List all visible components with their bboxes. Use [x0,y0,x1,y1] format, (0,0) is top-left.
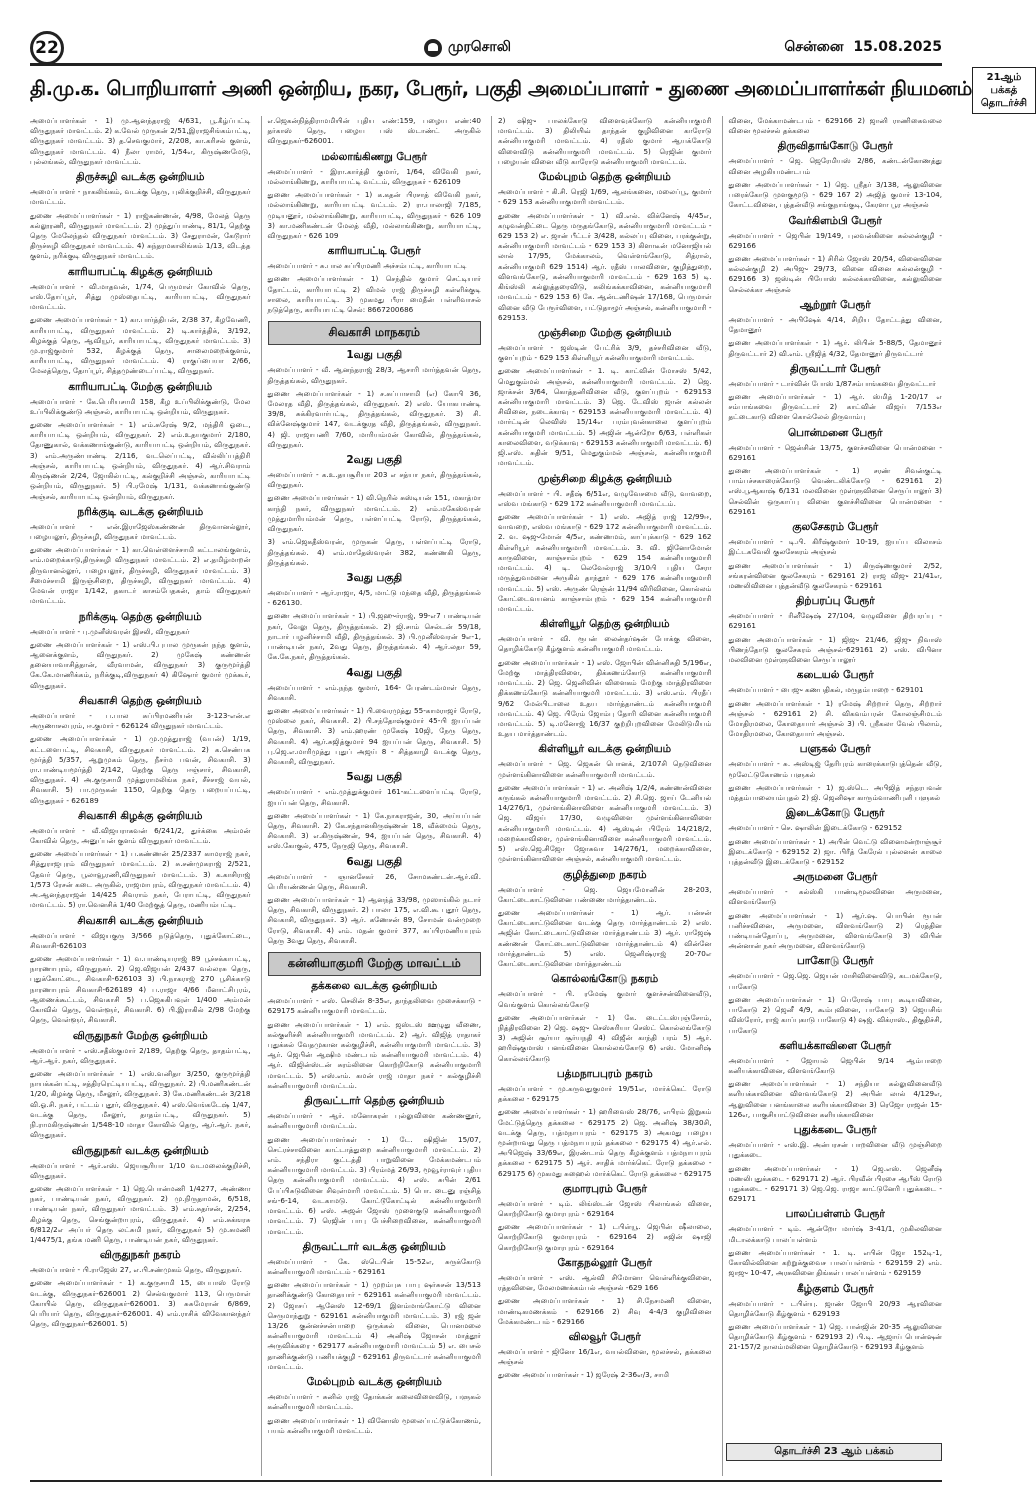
area-heading: 3வது பகுதி [346,572,403,584]
appointment-paragraph: அமைப்பாளர் - ஆர்.ராஜா, 4/5, மாட்டு மந்தை வீதி, திருத்தங்கல் - 626130. [267,588,481,608]
appointment-paragraph: அமைப்பாளர் - ஜஸ்டின் பேட்ரிக் 3/9, தச்சரிவினை வீடு, குளப்புறம் - 629 153 கிள்ளியூர் கன்னியாகுமாரி மாவட்டம். [498,342,712,363]
area-heading: 4வது பகுதி [346,666,403,679]
appointment-paragraph: துணை அமைப்பாளர்கள் - 1) வி.எல். விக்னேஷ் 4/45எ, கழுவன்திட்டை தெரு மருதங்கோடு, கன்னியாகுமாரி மாவட்டம் - 629 153 2) எ. ஜான் பீட்டர் 3/428, கல்லப்பு வினை, பரக்குன்று, கன்னியாகுமாரி மாவட்டம் - 629 153 3) கிளாடீன் மனோஜியல் லால் 17/95, மேக்காலம், வெள்ளங்கோடு, சித்ரால், கன்னியாகுமரி 629 1514) ஆர். ரதீஸ் பாலவிளை, குழித்துறை, விளவங்கோடு, கன்னியாகுமாரி மாவட்டம் - 629 163 5) டி. கிங்ஸ்லி கல்லுத்தரைவிடு, கலிங்கக்காவினை, கன்னியாகுமாரி மாவட்டம் - 629 153 6) கே. ஆன்டணிஷன் 17/168, பெருமாள் வினை வீடு பேரூர்விளை, பட்டுதாழூர் அஞ்சல், கன்னியாகுமாரி - 629153. [498,210,712,322]
area-heading: கிள்ளியூர் தெற்கு ஒன்றியம் [539,618,670,631]
appointment-paragraph: துணை அமைப்பாளர்கள் - 1) பெரோஷ் பாபு கூடியவினை, பாகோடு 2) ஜெனீ 4/9, கூம்புவினை, பாகோடு 3) ஜெயசிங் விஸ்ரோர், ராஜ் காப்புகாடு பாகோடு 4) ஷஜ். விக்ராஸ்., திகுதிச்சி, பாகோடு [728,994,942,1035]
appointment-paragraph: துணை அமைப்பாளர்கள் - 1) ஜ.ஸ்டெ. அபிஜித் சந்தரபவன் மத்தம்பாலையம்புதல் 2) ஜி. ஜெனிஷா காரும்வாணிபுளி பளுகல் [728,782,942,803]
appointment-paragraph: துணை அமைப்பாளர்கள் - 1) கே.நாகராஜன், 30, அய்யப்பன் தெரு, சிவகாசி. 2) கே.சந்தானகிருஷ்ணன் 18, வீக்மைம் தெரு, சிவகாசி. 3) எ.கிருஷ்ணன், 94, ஐயப்பன் தெரு, சிவகாசி. 4) எஸ்.கோகுல், 475, நேருஜி தெரு, சிவகாசி. [267,810,481,851]
appointment-paragraph: அமைப்பாளர்கள் - 1) மு.ஆனந்தராஜ் 4/631, பூ.கீழ்ப்பட்டி விருதுநகர் மாவட்டம். 2) க.வேல் முருகன் 2/51,இராஜசிங்கம்பட்டி, விருதுநகர் மாவட்டம். 3) த.செவகுமார், 2/208, கா.கரிசல் குளம், விருதுநகர் மாவட்டம். 4) நீலா ராமர், 1/54எ, கிருஷ்ணமேடு, புல்லங்கல், விருதுநகர் மாவட்டம். [30,116,251,166]
area-heading: பளுகல் பேரூர் [799,743,871,756]
appointment-paragraph: துணை அமைப்பாளர்கள் - 1) ஜெ.எஸ். ஜெனீஷ் மணலிபுதுக்கடை - 629171 2) ஆர். பிரவீன் பிரசை ஆபீஸ் ரோடு புதுக்கடை - 629171 3) ஜெ.ஜெ. ராஜா காட்டுனேரி புதுக்கடை - 629171 [728,1163,942,1204]
appointment-paragraph: துணை அமைப்பாளர்கள் - 1) ஹரிவைஸ் 28/76, எபிரம் இறுகம் மேட்டுத்தெரு தக்கலை - 629175 2) ஜெ. அனிஷ் 38/30சி, வடக்கு தெரு, பத்மநாபபுரம் - 629175 3) அகமது பழைய மூன்றாவது தெரு பத்மநாபபுரம் தக்கலை - 629175 4) ஆர்.எல். அபிஜெஷ் 33/69எ, இரண்டாம் தெரு கீழக்குளம் பத்மநாபபுரம் தக்கலை - 629175 5) ஆர். சாதிக் மார்க்கெட் ரோடு தக்கலை - 629175 6) முகமது சுஹைல் மார்க்கெட் ரோடு தக்கலை - 629175 [498,1107,712,1178]
appointment-paragraph: அமைப்பாளர் - கல்ஸ்கி பாண்டிமூலவினை அருமனை, விளவங்கோடு [728,887,942,907]
appointment-paragraph: அமைப்பாளர் - பி.ராஜேஸ் 27, எ.பி.சண்முகம் தெரு, விருதுநகர். [30,1265,242,1275]
appointment-paragraph: துணை அமைப்பாளர்கள் - 1) முறம்புசு பாபு ஷர்சுசன் 13/513 தாணிக்குண்டு கோதையார் - 629161 கன்னியாகுமரி மாவட்டம். 2) ஜோசப் ஆனேஸ் 12-69/1 இளம்மாங்கோட்டு வினை செருமாந்துறு - 629161 கன்னியாகுமரி மாவட்டம். 3) ரஜ் ஜன் 13/26 குன்னச்சன்பாறை ஒருக்கல் வினை, பொனமலை கன்னியாகுமாரி மாவட்டம் 4) அனிஷ் ஜோசன் மாத்தூர் அருவிக்கரை - 629177 கன்னியாகுமாரி மாவட்டம் 5) எ. பைசல் தாணிக்குண்டு பணியக்குழி - 629161 திருவட்டார் கன்னியாகுமரி மாவட்டம். [267,1280,481,1371]
appointment-paragraph: அமைப்பாளர் - சு.பால சுப்பிரமணி அச்சம்பட்டி, காரியாபட்டி [267,261,467,271]
masthead [30,32,942,66]
area-heading: கொல்லங்கோடு நகரம் [551,973,659,986]
appointment-paragraph: துணை அமைப்பாளர்கள் - 1) ஆர். பன்சன் கோட்டைகாட்டுவினை வடக்கு தெரு மார்த்தாண்டம் 2) எஸ். அஜின் கோட்டைகாட்டுவினை மார்த்தாண்டம் 3) ஆர். ராஜேஷ் கண்ணன் கோட்டைகாட்டுவினை மார்த்தாண்டம் 4) வின்னே மார்த்தாண்டம் 5) எஸ். ஜெனிஷ்ராஜ் 20-70எ கோட்டைகாட்டுவினை மார்த்தாண்டம் [498,908,712,969]
appointment-paragraph: அமைப்பாளர் - ஜென்சின் 13/75, குளச்சவினை பொன்மனை - 629161 [728,442,942,462]
area-heading: விலவூர் பேரூர் [568,1331,641,1343]
appointment-paragraph: அமைப்பாளர் - டார்வின் போஸ் 1/87சம்பாங்கவை திருவட்டார் [728,378,937,388]
appointment-paragraph: அமைப்பாளர் - பி. ரமேஷ் குமார் குளச்சன்வினைவீடு, வெங்குளம் கொல்லங்கோடு [498,989,712,1009]
appointment-paragraph: அமைப்பாளர் - எஸ். செலின் 8-35எ, தாந்தலிவை முசைக்காடு - 629175 கன்னியாகுமாரி மாவட்டம். [267,996,481,1016]
district-section-heading: கன்னியாகுமரி மேற்கு மாவட்டம் [268,952,482,976]
area-heading: சிவகாசி தெற்கு ஒன்றியம் [78,694,202,707]
area-heading: நரிக்குடி வடக்கு ஒன்றியம் [77,505,204,518]
continued-from-box: 21ஆம் பக்கத் தொடர்ச்சி [972,67,1036,114]
area-heading: குலசேகரம் பேரூர் [792,521,879,534]
appointment-paragraph: அமைப்பாளர் - ப.பால சுப்பிரமணியன் 3-123-என்.எ அருணாசலபுரம், ஈ.குமார் - 626124 விருதுநகர் மாவட்டம். [30,710,251,731]
appointment-paragraph: அமைப்பாளர் - ரினீஷேஷ் 27/104, வழுவிளை திற்பரப்பு - 629161 [728,611,942,631]
appointment-paragraph: துணை அமைப்பாளர்கள் - 1) கா.வெள்ளைச்சாமி கட்டாலங்குளம், எம்.மறைக்காடு,திருச்சுழி விருதுநகர் மாவட்டம். 2) எ.தமிழ்மாறன் திருவானல்லூர், பழையலூர், திருச்சுழி, விருதுநகர் மாவட்டம். 3) சீமைச்சாமி இருஞ்சிறை, திருச்சுழி, விருதுநகர் மாவட்டம். 4) மேவன் ராஜா 1/142, தகாடர் காசம்பேதகன், தாம் விருதுநகர் மாவட்டம். [30,545,251,606]
area-heading: வேர்கிளம்பி பேரூர் [788,214,882,227]
appointment-paragraph: அமைப்பாளர் - சு. அஸ்டிஜ் தேரிபுரம் காரைக்காடுபுத்தென் வீடு, மூலேட்டுகோணம் பளுகல் [728,759,942,779]
area-heading: கீழ்குளம் பேரூர் [796,1282,874,1295]
page-number: 22 [30,31,64,65]
appointment-paragraph: அமைப்பாளர் - வீ. ஆனந்தராஜ் 28/3, ஆசாரி மார்த்தவன் தெரு, திருத்தங்கல், விருதுநகர். [267,365,481,385]
area-heading: ஆற்றூர் பேரூர் [799,298,871,311]
appointment-paragraph: அமைப்பாளர் - டபிள்யு. ஜாண் ஜோபி 20/93 ஆரவினை தொழிக்கோடு கீழ்குளம் - 629193 [728,1298,942,1318]
appointment-paragraph: அமைப்பாளர் - கே. ஸ்டெபின் 15-52எ, சுருக்கோடு கன்னியாகுமரி மாவட்டம் - 629161 [267,1256,481,1276]
appointment-paragraph: அமைப்பாளர் - எஸ். ஆல்வி சிமோனா வெள்ளிக்குவினை, ரத்தவினை, மேலமணக்கம்பல் அஞ்சல் -629 166 [498,1272,712,1293]
appointment-paragraph: துணை அமைப்பாளர்கள் - 1) பி.வைரமுத்து 55-காமராஜர் ரோடு, முஸ்லை நகர், சிவகாசி. 2) பி.சந்தோஷ்குமார் 45-பி ஐயப்பன் தெரு, சிவகாசி. 3) எம்.ஹரண் முகேஷ் 10ஜி, நேரு தெரு, சிவகாசி. 4) ஆர்.சுஜித்குமார் 94 ஐயப்பன் தெரு, சிவகாசி. 5) பு.ஜெ.எ.மாரிமுத்து புதுப் அஜய் 8 - சித்தகாழி வடக்கு தெரு, சிவகாசி, விருதுநகர். [267,705,481,767]
area-heading: விருதுநகர் நகரம் [99,1249,181,1262]
appointment-paragraph: அமைப்பாளர் - பு.முனீஸ்வரன் இசலி, விருதுநகர் [30,626,190,636]
appointment-paragraph: 3) எம்.ஜெகதீஸ்வரன், முருகன் தெரு, பள்ளப்பட்டி ரோடு, திருத்தங்கல். 4) எம்.மாதேஸ்வரன் 382, கண்ணகி தெரு, திருத்தங்கல். [267,537,481,567]
appointment-paragraph: அமைப்பாளர் - டி.பி. கிரீஷ்குமார் 10-19, ஐயப்ப விலாசம் இட்டகவேலி குலசேகரம் அஞ்சல் [728,537,942,557]
appointment-paragraph: துணை அமைப்பாளர்கள் - 1) ஜெ.பொன்மணி 1/4277, அண்ணா நகர், பாண்டியன் நகர், விருதுநகர். 2) மு.நிருதாமன், 6/518, பாண்டியன் நகர், விருதுநகர் மாவட்டம். 3) எம்.சுதர்சன், 2/254, கிழக்கு தெரு, செங்குன்றாபுரம், விருதுநகர். 4) எம்.சுக்ஙரசு 6/812/2எ அப்பர் தெரு லட்சுமி நகர், விருதுநகர் 5) மு.சுமணி 1/4475/1, தங்க மணி தெரு, பாண்டியன் நகர், விருதுநகர். [30,1183,251,1245]
appointment-paragraph: துணை அமைப்பாளர்கள் - 1) எஸ். அஜித் ராஜ் 12/99ஈ, வாவறை, எஸ்வ மங்காடு - 629 172 கன்னியாகுமாரி மாவட்டம். 2. வ. ஷஜுமோன் 4/5எ, கண்ணமம், காப்புக்காடு - 629 162 கிள்ளியூர் கன்னியாகுமாரி மாவட்டம். 3. வி. ஜினோமோன் காருவிளை, காஞ்சாம்புறம் - 629 154 கன்னியாகுமாரி மாவட்டம். 4) டி. லெவேல்ராஜ் 3/10பி புதிய சேரா மருத்துவமனை அருகில் தாந்தூர் - 629 176 கன்னியாகுமாரி மாவட்டம். 5) எஸ். அருண் ரெஞ்ன் 11/94 விரிவினை, கொல்லம் கோட்டைவயனம் காஞ்சாம்புறம் - 629 154 கன்னியாகுமாரி மாவட்டம். [498,512,712,613]
appointment-paragraph: அமைப்பாளர் - ஜெபின் 19/149, புலவன்கினை கல்லன்குழி - 629166 [728,230,942,250]
appointment-paragraph: துணை அமைப்பாளர்கள் - 1) டே. ஷிஜின் 15/07, செட்ரச்சாவினை காட்டாத்துறை கன்னியாகுமாரி மாவட்டம். 2) எம். சந்திரா குட்டத்தி பாறுவினை மேக்கமண்டபம் கன்னியாகுமாரி மாவட்டம். 3) பிரம்மத் 26/93, மூவூர்ராவுர் புதிய தெரு கன்னியாகுமாரி மாவட்டம். 4) எஸ். சுபின் 2/61 பேப்பிசுடுவினை சிவுள்மாரி மாவட்டம். 5) பொ. டைனு ரஞ்சித் சங்-6-14, வடகாமடு. கோட்டூகோட்டில் கன்னியாகுமாரி மாவட்டம். 6) எஸ். அஜன் ஜோஸ் முளைகுடு கன்னியாகுமரி மாவட்டம். 7) ரெஜின் பாபு பேச்சிறைவினை, கன்னியாகுமரி மாவட்டம். [267,1134,481,1236]
column-3 [491,116,712,1476]
area-heading: தக்கலை வடக்கு ஒன்றியம் [311,980,438,993]
appointment-paragraph: அமைப்பாளர் - கே.பெரியசாமி 158, கீழ உப்பிலிக்குண்டு, மேல உப்பிலிக்குண்டு அஞ்சல், காரியாபட்டி ஒன்றியம், விருதுநகர். [30,396,251,416]
article-columns [30,116,942,1476]
column-2 [261,116,482,1476]
appointment-paragraph: அமைப்பாளர் - ஜெ.ஜெ. ஜெயன் மாசிவினைவிடு, கடமக்கோடு, பாகோடு [728,971,942,991]
area-heading: காரியாபட்டி பேரூர் [327,245,421,258]
area-heading: சிவகாசி கிழக்கு ஒன்றியம் [77,809,203,822]
appointment-paragraph: அமைப்பாளர் - வீ.விஜயராகவன் 6/241/2, துர்க்கை அம்மன் கோவில் தெரு, அனுப்பன் குளம் விருதுநகர் மாவட்டம். [30,825,251,846]
area-heading: திற்பரப்பு பேரூர் [795,595,875,608]
appointment-paragraph: துணை அமைப்பாளர்கள் - 1) சந்தியா கல்லுவினைவீடு களியக்காவினை விளவங்கோடு 2) அபின் லால் 4/129எ, ஆலுவினை பனங்காலை களியக்காவினை 3) ரெஜோ ராஜன் 15-126எ, பாகுசியாட்டுவினை களியக்காவினை [728,1079,942,1119]
area-heading: 5வது பகுதி [346,771,403,784]
appointment-paragraph: துணை அமைப்பாளர்கள் - 1) க.கதன் பிரசாத் விவேகி நகர், மல்லாங்கிணறு, காரியாபட்டி வட்டம். 2) ரா.பாலாஜி 7/185, முடியனூர், மல்லாங்கிணறு, காரியாபட்டி, விருதுநகர் - 626 109 3) கா.மணிகண்டன் மேலத் வீதி, மல்லாங்கிணறு, காரியாபட்டி, விருதுநகர் - 626 109 [267,190,481,240]
headline-row [30,71,1027,109]
area-heading: புதுக்கடை பேரூர் [793,1124,877,1137]
appointment-paragraph: துணை அமைப்பாளர்கள் - 1) க.குருசாமி 15, பைபாஸ் ரோடு வடக்கு, விருதுநகர்-626001 2) செல்வகுமார் 113, பெருமாள் கோயில் தெரு, விருதுநகர்-626001. 3) சுசுமேரான் 6/869, பெரியார் தெரு, விருதுநகர்-626001. 4) எம்.ராசிக் விவேகானந்தர் தெரு, விருதுநகர்-626001. 5) [30,1278,251,1329]
appointment-paragraph: அமைப்பாளர் - ஜினோ 16/1எ, வயல்வினை, மூலச்சல், தக்கலை அஞ்சல் [498,1347,712,1367]
area-heading: மேல்புறம் தெற்கு ஒன்றியம் [538,171,671,184]
appointment-paragraph: துணை அமைப்பாளர்கள் - 1) எ. அனிஷ் 1/2/4, கண்ணன்வினை கருங்கல் கன்னியாகுமாரி மாவட்டம். 2) சி.ஜெ. ஜாய் டேனியல் 14/276/1, முள்ளங்கினாவிளை கன்னியாகுமரி மாவட்டம். 3) ஜெ. விஜய் 17/30, வழுவிளை முள்ளங்கினாவிளை கன்னியாகுமாரி மாவட்டம். 4) ஆஸ்டின் பிரேம் 14/218/2, மறைக்காவிளை, முள்ளங்கினாவிளை கன்னியாகுமரி மாவட்டம். 5) எஸ்.ஜெ.சிஜோ ஜோசுவா 14/276/1, மறைக்காவிளை, முள்ளங்கினாவிளை அஞ்சல், கன்னியாகுமரி மாவட்டம். [498,782,712,864]
appointment-paragraph: அமைப்பாளர் - வி.மாதவன், 1/74, பெருமாள் கோவில் தெரு, எஸ்.தோப்பூர், சித்து முஸ்தைபட்டி, காரியாபட்டி, விருதுநகர் மாவட்டம். [30,281,251,312]
appointment-paragraph: துணை அமைப்பாளர்கள் - 1) டபிள்யூ. ஜெபின் ஷீலாலை, கொற்றிகோடு குமாரபுரம் - 629164 2) சுஜின் ஷாஜி கொற்றிகோடு குமாரபுரம் - 629164 [498,1222,712,1252]
appointment-paragraph: அமைப்பாளர் - எம்.முத்துக்குமார் 161-கட்டளைப்பட்டி ரோடு, ஐயப்பன் தெரு, சிவகாசி. [267,787,481,807]
appointment-paragraph: அமைப்பாளர் - விஜயகுரு 3/566 நடுத்தெரு, புதுக்கோட்டை, சிவகாசி-626103 [30,930,251,950]
appointment-paragraph: 2) ஷிஜு பாலக்கோடு விளைவுக்கோடு கன்னியாகுமரி மாவட்டம். 3) திலியிவ் தாந்தன் குழிவினை காரோடு கன்னியாகுமரி மாவட்டம். 4) ரதீஸ் குமார் ஆயக்கோடு விளைவிடு கன்னியாகுமரி மாவட்டம். 5) ரெஜின் குமார் பழையன் வினை வீடு காரோடு கன்னியாகுமரி மாவட்டம். [498,116,712,166]
area-heading: திருவட்டார் தெற்கு ஒன்றியம் [304,1095,445,1108]
appointment-paragraph: அமைப்பாளர் - ஜெ. ஜெகன் பொனக், 2/107சி நெடுவினை முள்ளங்கினாவிளை கன்னியாகுமாரி மாவட்டம். [498,759,712,779]
appointment-paragraph: அமைப்பாளர் - டிம். ஆன்றோ மார்ஷ் 3-41/1, முகிலவினை மிடாலக்காடு பாலப்பள்ளம் [728,1224,942,1244]
appointment-paragraph: துணை அமைப்பாளர்கள் - 1) ஜிஜு 21/46, ஜிஜு நிவாஸ் பிணந்தோடு குலசேகரம் அஞ்சல்-629161 2) எஸ். விபினா மலவினை முள்ளுவினை செருப்பாலூர் [728,634,942,665]
area-heading: திருவிதாங்கோடு பேரூர் [777,140,893,153]
area-heading: விருதுநகர் மேற்கு ஒன்றியம் [72,1029,208,1042]
appointment-paragraph: துணை அமைப்பாளர்கள் - 1) ராஜ்கண்ணன், 4/98, மேலத் தெரு கல்லூரணி, விருதுநகர் மாவட்டம். 2) முத்துப்பாண்டி, 81/1, தெற்கு தெரு மேலேந்தல் விருதுநகர் மாவட்டம். 3) சேதுராமன், கேடூரார் திருச்சுழி விருதுநகர் மாவட்டம். 4) சுந்தரமகாலிங்கம் 1/13, விடத்த குளம், நரிக்குடி விருதுநகர் மாவட்டம். [30,210,251,261]
appointment-paragraph: துணை அமைப்பாளர்கள் - 1) அபின் வெட்டு வினைமன்றாஞ்சூர் இடைக்கோடு - 629152 2) ஜா. பிரீத் கேரேல் புல்லனன் காலை புத்தன்வீடு இடைக்கோடு - 629152 [728,836,942,866]
appointment-paragraph: துணை அமைப்பாளர்கள் - 1) ஆர். லிபின் 5-88/5, தேமானூர் திருவட்டார் 2) வி.எம். ஸ்ரீஜித் 4/32, தேமானூர் திருவட்டார் [728,338,942,358]
appointment-paragraph: துணை அமைப்பாளர்கள் - 1) ஜெ. பான்ஜின் 20-35 ஆலுவினை தொழிக்கோடு கீழ்குளம் - 629193 2) பி.டி. ஆஜாய் பொன்ஷன் 21-157/2 நாலம்மலினை தொழிக்கோடு - 629193 கீழ்குளம் [728,1321,942,1352]
area-heading: சிவகாசி வடக்கு ஒன்றியம் [77,914,204,927]
appointment-paragraph: துணை அமைப்பாளர்கள் - 1) வ.பாண்டியராஜ் 89 பூச்சக்காபட்டி, நாரணாபுரம், விருதுநகர். 2) ஜெ.விஜயன் 2/437 வல்லரசு தெரு, புதுக்கோட்டை, சிவகாசி-626103 3) பி.நாகராஜ் 270 பூசிக்காடு நாரணாபுரம் சிவகாசி-626189 4) ப.ராஜா 4/66 மீனாட்சிபுரம், ஆணைக்கூட்டம், சிவகாசி 5) ப.ஜெசுகிபவுள் 1/400 அம்மன் கோவில் தெரு, வெள்ளூர், சிவகாசி. 6) பி.இராகில் 2/98 மேற்கு தெரு, வெள்ளூர், சிவகாசி. [30,954,251,1025]
appointment-paragraph: துணை அமைப்பாளர்கள் - 1) எம்.சுரேஷ் 9/2, மந்திரி ஓடை, காரியாபட்டி ஒன்றியம், விருதுநகர். 2) எம்.உதயகுமார் 2/180, தோணுகால், வக்கணாங்குண்டு, காரியாபட்டி ஒன்றியம், விருதுநகர். 3) எம்.அருண்பாண்டி 2/116, வடலெப்பட்டி, வில்லிப்பத்திரி அஞ்சல், காரியாபட்டி ஒன்றியம், விருதுநகர். 4) ஆர்.சிவராம் கிருஷ்ணன் 2/24, ஜோகில்பட்டி, கல்குறிச்சி அஞ்சல், காரியாபட்டி ஒன்றியம், விருதுநகர். 5) பி.ரமேஷ் 1/131, வக்கணாங்குண்டு அஞ்சல், காரியாபட்டி ஒன்றியம், விருதுநகர். [30,420,251,501]
appointment-paragraph: துணை அமைப்பாளர்கள் - 1. டி. எபின் ஜோ 152டி-1, கோவில்வினை கற்றுக்குவைச பாலப்பள்ளம் - 629159 2) எம். ஜாஜு 10-47, அரசுவினை திங்கள் பாலப்பள்ளம் - 629159 [728,1247,942,1278]
edition-info [784,39,942,57]
appointment-paragraph: துணை அமைப்பாளர்கள் - 1) ப.கண்ணன் 25/2337 காமராஜ் நகர், சித்துராஜபுரம் விருதுநகர் மாவட்டம். 2) சு.சண்முகராஜ் 2/521, தேவர் தெரு, பூலாவூரணி,விருதுநகர் மாவட்டம். 3) க.காசிராஜ் 1/573 ரேசன் கடை அருகில், ராஜமாபுரம், விருதுநகர் மாவட்டம். 4) அ.ஆனந்தராஜன் 14/425 சிவராம் நகர், பேராபட்டி, விருதுநகர் மாவட்டம். 5) ரா.வெனசிக் 1/40 மேற்குத் தெரு, மணியம்பட்டி. [30,849,251,910]
area-heading: அருமனை பேரூர் [793,871,878,884]
area-heading: குமாரபுரம் பேரூர் [562,1182,648,1195]
appointment-paragraph: அமைப்பாளர் - வி. ரூபன் லைன்தர்ஷன் போக்கு வினை, தொழிக்கோடு கீழ்குளம் கன்னியாகுமரி மாவட்டம். [498,634,712,654]
appointment-paragraph: துணை அமைப்பாளர்கள் - 1) மு.முத்துராஜ் (வபன்) 1/19, கட்டளைபட்டி, சிவகாசி, விருதுநகர் மாவட்டம். 2) க.செண்பக மூர்த்தி 5/357, ஆறுமுகம் தெரு, நீசர்ம பவன், சிவகாசி. 3) ரா.பாண்டியமூர்த்தி 2/142, தெற்கு தெரு ஈஞ்சார், சிவகாசி, விருதுநகர். 4) அ.குருசாமி முத்துராமலிங்க நகர், சீச்சாஜ் வயல், சிவகாசி. 5) பா.முருகன் 1150, தெற்கு தெரு பறையப்பட்டி, விருதுநகர் - 626189 [30,734,251,805]
area-heading: மேல்புறம் வடக்கு ஒன்றியம் [306,1376,442,1389]
appointment-paragraph: துணை அமைப்பாளர்கள் - 1) சி.நேசமணி வினை, மாண்டிகமணக்கம் - 629166 2) சிவு 4-4/3 குழிவினை மேக்கமண்டபம் - 629166 [498,1296,712,1326]
appointment-paragraph: துணை அமைப்பாளர்கள் - 1) ச.சுப்பாசாமி (எ) கோபி 36, மேலரத வீதி, திருத்தங்கல், விருதுநகர். 2) எஸ். யோகபாண்டி 39/8, சுக்கிரவார்பட்டி, திருத்தங்கல், விருதுநகர். 3) சி. விக்னேஷ்குமார் 147, வடக்குரத வீதி, திருத்தங்கல், விருதுநகர். 4) ஜி. ராஜாபணி 7/60, மாரியம்மன் கோவில், திருத்தங்கல், விருதுநகர். [267,388,481,449]
area-heading: பொன்மனை பேரூர் [788,426,883,439]
appointment-paragraph: அமைப்பாளர் - டிம். லிங்ஸ்டன் ஜோஸ் பிலாங்கல் விளை, கொற்றிகோடு குமாரபுரம் - 629164 [498,1198,712,1219]
appointment-paragraph: அமைப்பாளர் - இரா.கார்த்தி குமார், 1/64, விவேகி நகர், மல்லாங்கிணறு, காரியாபட்டி வட்டம், விருதுநகர் - 626109 [267,166,481,186]
appointment-paragraph: அமைப்பாளர் - பைஜு கணபதிகல், மருதம்பாறை - 629101 [728,685,924,695]
column-4 [722,116,943,1476]
area-heading: விருதுநகர் வடக்கு ஒன்றியம் [71,1144,209,1157]
appointment-paragraph: துணை அமைப்பாளர்கள் - 1) பி.ஜஹுர்ராஜ், 99-எ7 பாண்டியன் நகர், வேலு தெரு, திருத்தங்கல். 2) ஜி.சாம் செல்டன் 59/18, நாடார் பழனிச்சாமி வீதி, திருத்தங்கல். 3) பி.முனீஸ்வரன் 9எ-1, பாண்டியன் நகர், 2வது தெரு, திருத்தங்கல். 4) ஆர்.லதா 59, கே.கே.நகர், திருத்தங்கல். [267,611,481,662]
area-heading: பத்மநாபபுரம் நகரம் [556,1067,653,1080]
appointment-paragraph: அமைப்பாளர் - அபிஷேக் 4/14, சிறிய தோட்டத்து வினை, தேமானூர் [728,314,942,335]
appointment-paragraph: துணை அமைப்பாளர்கள் - 1) ஆர்.ஷ. பொபின் ரூபன் பனிச்சவினை, அருமனை, விளவங்கோடு 2) ரெத்தின பண்டியன்தோப்பு, அருமனை, விளவங்கோடு 3) விபின் அன்னான் நகர் அருமனை, விளவங்கோடு [728,910,942,951]
area-heading: முஞ்சிறை கிழக்கு ஒன்றியம் [537,472,672,485]
appointment-paragraph: அமைப்பாளர் - ஜெ. ஜெரேமியஸ் 2/86, கண்டன்கோணத்து வினை அழகியமண்டபம் [728,156,942,176]
area-heading: திருவட்டார் வடக்கு ஒன்றியம் [302,1240,446,1253]
rising-sun-icon [424,39,442,57]
appointment-paragraph: துணை அமைப்பாளர்கள் - 1) ஆனந்த் 33/98, முஸாங்கில் நடார் தெரு, சிவகாசி, விருதுநகர். 2) பாலா 175, எ.வி.கூ புதூர் தெரு, சிவகாசி, விருதுநகர். 3) ஆர். கணேசன் 89, சோமன் வன்முறை ரோடு, சிவகாசி. 4) எம். மதன் குமார் 377, சுப்பிரமணியபுரம் தெரு 3வது தெரு, சிவகாசி. [267,895,481,945]
appointment-paragraph: அமைப்பாளர் - கி.சி. ரெஜி 1/69, ஆலங்கனை, மலைப்பூ, குமார் - 629 153 கன்னியாகுமாரி மாவட்டம். [498,187,712,207]
appointment-paragraph: துணை அமைப்பாளர்கள் - 1) எஸ். ஜோபின் வின்னிசுதி 5/196எ, மேற்கு மாத்திரவிளை, திக்கணம்கோடு கன்னியாகுமாரி மாவட்டம். 2) ஜெ. ஜெனிவின் விளைகம் மேற்கு மாத்திரவிளை திக்கணம்கோடு கன்னியாகுமரி மாவட்டம். 3) எஸ்.எம். பிரதீப் 9/62 மேல்பிடாலை உதய மார்த்தாண்டம் கன்னியாகுமரி மாவட்டம். 4) ஜெ. பிரேம் ஜோம்பு தோரி வினை கன்னியாகுமரி மாவட்டம். 5) டி.மனோஜ் 16/37 குற்றிபுறவினை மேலிடுமியம் உதய மார்த்தாண்டம். [498,657,712,739]
appointment-paragraph: துணை அமைப்பாளர்கள் - 1. டி. காட்வின் மோசஸ் 5/42, மெதுகும்மல் அஞ்சல், கன்னியாகுமாரி மாவட்டம். 2) ஜெ. ஜாக்சன் 3/64, கொத்தனிவினை வீடு, குளப்புறம் - 629153 கன்னியாகுமாரி மாவட்டம். 3) ஜெ. டேவிஸ் ஜான் கல்லன் சிவினை, நடைக்காவு - 629153 கன்னியாகுமாரி மாவட்டம். 4) மார்ட்டின் லெவிஸ் 15/14எ பரம்புவன்காலை குளப்புறம் கன்னியாகுமரி மாவட்டம். 5) அஜின் ஆன்றோ 6/63, பள்ளிகள் காலைவிளை, வடுக்காவு - 629153 கன்னியாகுமரி மாவட்டம். 6) ஜி.எஸ். சுதின் 9/51, மெதுகும்மல் அஞ்சல், கன்னியாகுமரி மாவட்டம். [498,366,712,468]
appointment-paragraph: எ.ஜெகன்நித்திராமமியின் புதிய எண்:159, பழைய எண்:40 தர்காஸ் தெரு, பழைய பஸ் ஸ்டாண்ட் அருகில் விருதுநகர்-626001. [267,116,481,146]
paper-logo [424,39,511,57]
area-heading: கிள்ளியூர் வடக்கு ஒன்றியம் [538,743,672,756]
area-heading: காரியாபட்டி மேற்கு ஒன்றியம் [68,380,213,393]
appointment-paragraph: துணை அமைப்பாளர்கள் - 1) ஜரேஷ் 2-36எ/3, சாமி [498,1370,670,1380]
area-heading: குழித்துறை நகரம் [562,868,647,881]
area-heading: கடையல் பேரூர் [796,669,874,682]
appointment-paragraph: அமைப்பாளர் - பி. சதீஷ் 6/51எ, வழுவேசமை வீடு, வாவறை, எஸ்வ மங்காடு - 629 172 கன்னியாகுமாரி மாவட்டம். [498,488,712,508]
appointment-paragraph: அமைப்பாளர் - ஞானசேகர் 26, சோமசுண்டன்.ஆர்.வி. பெரியண்ணன் தெரு, சிவகாசி. [267,871,481,891]
appointment-paragraph: அமைப்பாளர் - ஆர்.எஸ். ஜெயசூரியா 1/10 வடமலைக்குறிச்சி, விருதுநகர். [30,1160,251,1180]
appointment-paragraph: அமைப்பாளர் - ஜோயல் ஜெபின் 9/14 ஆம்பாறை கனியக்காவினை, விளவங்கோடு [728,1055,942,1075]
edition-city: சென்னை [784,38,844,55]
appointment-paragraph: அமைப்பாளர் - மு.கருவதுகுமார் 19/51எ, மார்க்கெட் ரோடு தக்கலை - 629175 [498,1083,712,1104]
appointment-paragraph: அமைப்பாளர் - சுனில் ராஜ் தோக்கன் கலைவிளைவிடு, பளுகல் கன்னியாகுமரி மாவட்டம். [267,1392,481,1412]
appointment-paragraph: துணை அமைப்பாளர்கள் - 1) கிருஷ்ணகுமார் 2/52, சங்கரன்வினை குலசேகரம் - 629161 2) ராஜ விஜு 21/41எ, மணலிவினை புத்தன்வீடு குலசேகரம் - 629161 [728,560,942,590]
appointment-paragraph: வினை, மேக்காமண்டபம் - 629166 2) ஜானி ராணிகைவலை வினை மூலச்சல் தக்கலை [728,116,942,136]
area-heading: 6வது பகுதி [346,855,403,868]
district-section-heading: சிவகாசி மாநகரம் [268,321,482,345]
edition-date: 15.08.2025 [853,38,942,55]
area-heading: இடைக்கோடு பேரூர் [785,807,885,820]
appointment-paragraph: துணை அமைப்பாளர்கள் - 1) ரமேஷ் சிற்றார் தெரு, சிற்றார் அஞ்சல் - 629161 2) சி. விகவம்பரன் கோலஞ்சிமடம் மோதிரமலை, கோதையார் அஞ்சல் 3) பி. ஸ்ரீகலா வேல் பிலாம், மோதிரமலை, கோதையார் அஞ்சல். [728,698,942,739]
appointment-paragraph: அமைப்பாளர் - ஆர். மனோகரன் புல்லுவிளை கண்ணனூர், கன்னியாகுமாரி மாவட்டம். [267,1111,481,1131]
area-heading: காரியாபட்டி கிழக்கு ஒன்றியம் [67,265,213,278]
area-heading: முஞ்சிறை மேற்கு ஒன்றியம் [538,326,672,339]
appointment-paragraph: துணை அமைப்பாளர்கள் - 1) சிரில் ஜோஸ் 20/54, வினைவினை கல்லன்குழி 2) அபிஜு 29/73, வினை வினை கல்லன்குழி - 629166 3) ஜஸ்டின் பியோஸ் கல்லக்காவினை, கல்லுவினை செல்லக்கா அஞ்சல் [728,253,942,294]
area-heading: மல்லாங்கிணறு பேரூர் [321,150,428,163]
area-heading: களியக்காவிளை பேரூர் [779,1039,892,1052]
paper-name: முரசொலி [448,38,511,55]
area-heading: பாகோடு பேரூர் [796,955,874,968]
appointment-paragraph: அமைப்பாளர் - எஸ்.சதீஸ்குமார் 2/189, தெற்கு தெரு, தாதம்பட்டி, ஆர்.ஆர். நகர், விருதுநகர். [30,1045,251,1065]
area-heading: பாலப்பள்ளம் பேரூர் [785,1208,885,1221]
area-heading: 1வது பகுதி [346,349,403,362]
appointment-paragraph: துணை அமைப்பாளர்கள் - 1) சரண் சிவன்குட்டி பாம்பச்சகாரைக்கோடு வெண்டலிக்கோடு - 629161 2) எஸ்.பூஆகாஷ் 6/131 மலவினை முள்ளுவினை செருப்பாலூர் 3) செல்வின் ஒருகாப்பு வினை குளச்சிவினை பொன்மனை - 629161 [728,466,942,516]
appointment-paragraph: துணை அமைப்பாளர்கள் - 1) கா.பார்த்திபன், 2/38 37, கீழவேணி, காரியாபட்டி, விருதுநகர் மாவட்டம். 2) டி.கார்த்திக், 3/192, கிழக்குத் தெரு, ஆவியூர், காரியாபட்டி, விருதுநகர் மாவட்டம். 3) மு.ராஜ்குமார் 532, கீழக்குத் தெரு, சாலைமறைக்குளம், காரியாபட்டி, விருதுநகர் மாவட்டம். 4) ராகுப்பையா 2/66, மேலத்தெரு, தோப்பூர், சித்தமுண்டைப்பட்டி, விருதுநகர். [30,315,251,376]
appointment-paragraph: அமைப்பாளர் - எஸ்.இ. அன்பரசன் பாறவினை வீடு முஞ்சிறை புதுக்கடை [728,1140,942,1160]
appointment-paragraph: துணை அமைப்பாளர்கள் - 1) செந்தில் குமார் செட்டியார் தோட்டம், காரியாபட்டி 2) விமல் ராஜ் திருச்சுழி கள்ளிக்குடி சாலை, காரியாபட்டி. 3) முகமது பீரா மைதீன் பள்ளிவாசல் நடுத்தெரு, காரியாபட்டி செல்: 8667200686 [267,274,481,315]
area-heading: கோதநல்லூர் பேரூர் [557,1256,653,1269]
appointment-paragraph: துணை அமைப்பாளர்கள் - 1) வினோஸ் மூலைப்பட்டுக்கோணம், பயம் கன்னியாகுமரி மாவட்டம். [267,1415,481,1435]
area-heading: திருச்சுழி வடக்கு ஒன்றியம் [75,171,205,184]
appointment-paragraph: அமைப்பாளர் - க.உ.தயசூரியா 203 எ சத்யா நகர், திருத்தங்கல், விருதுநகர். [267,470,481,490]
appointment-paragraph: துணை அமைப்பாளர்கள் - 1) ஜெ. ஸ்ரீதர் 3/138, ஆலுவினை பரைக்கோடு முளகுமூடு - 629 167 2) அஜித் குமார் 13-104, கோட்டவினை, புத்தன்வீடு சங்குநாங்குடி, கேரளா பூர அஞ்சல் [728,179,942,210]
continued-to-box: தொடர்ச்சி 23 ஆம் பக்கம் [726,1443,942,1461]
column-1 [30,116,251,1476]
appointment-paragraph: அமைப்பாளர் - என்.இராஜேஸ்கண்ணன் திருவானல்லூர், பழையலூர், திருச்சுழி, விருதுநகர் மாவட்டம். [30,521,251,541]
area-heading: நரிக்குடி தெற்கு ஒன்றியம் [78,610,202,623]
page-headline: தி.மு.க. பொறியாளர் அணி ஒன்றிய, நகர, பேரூர், பகுதி அமைப்பாளர் - துணை அமைப்பாளர்கள் நியமனம் [30,77,972,100]
appointment-paragraph: துணை அமைப்பாளர்கள் - 1) ஆர். ஸ்மித் 1-20/17 எ சம்பாங்கவை திருவட்டார் 2) காட்வின் விஜய் 7/153எ தட்டைகாடு விளை கொல்லேல் திருவாம்பு [728,391,942,422]
appointment-paragraph: துணை அமைப்பாளர்கள் - 1) எஸ்.வனிதா 3/250, குருமூர்த்தி நாயக்கன்பட்டி, சத்திரரெட்டியபட்டி, விருதுநகர். 2) பி.மணிகண்டன் 1/20, கிழக்கு தெரு, மீசலூர், விருதுநகர். 3) கே.மணிகண்டன் 3/218 வி.ஓ.சி. நகர், பட்டம் புதூர், விருதுநகர். 4) எஸ்.வெங்கடேஷ் 1/47, வடக்கு தெரு, மீசலூர், தாதம்பட்டி, விருதுநகர். 5) நி.ராமகிருஷ்ணன் 1/548-10 மாதா கோவில் தெரு, ஆர்.ஆர். நகர், விருதுநகர். [30,1068,251,1140]
appointment-paragraph: அமைப்பாளர் - எம்.நந்த குமார், 164- பேரண்டம்மாள் தெரு, சிவகாசி. [267,682,481,702]
appointment-paragraph: துணை அமைப்பாளர்கள் - 1) வி.நெரில் சுஸ்டியன் 151, மகாத்மா காந்தி நகர், விருதுநகர் மாவட்டம். 2) எம்.மகேஸ்வரன் முத்துமாரியம்மன் தெரு, பள்ளப்பட்டி ரோடு, திருத்தங்கல், விருதுநகர். [267,493,481,534]
area-heading: 2வது பகுதி [346,454,403,467]
footer-rule [30,1480,942,1482]
appointment-paragraph: துணை அமைப்பாளர்கள் - 1) எம். ஜஸ்டஸ் ஊழுது வீணை, கல்குளிச்சி கன்னியாகுமரி மாவட்டம். 2) ஆர். விஜித் ராதாகர் புதுக்கல் வேதமுகான கல்குழிச்சி, கன்னியாகுமாரி மாவட்டம். 3) ஆர். ஜெபின் ஆஷிம மண்டபம் கன்னியாகுமரி மாவட்டம். 4) ஆர். விஜின்ஸ்டன் சுரம்லினை கொற்றிகோடு கன்னியாகுமாரி மாவட்டம். 5) எஸ்.எம். கமன் ராஜ் மாதா நகர் - கல்குழிச்சி கன்னியாகுமாரி மாவட்டம். [267,1019,481,1090]
appointment-paragraph: துணை அமைப்பாளர்கள் - 1) கே. டைட்டஸ்புஞ்சோம், நித்திரவினை 2) ஜெ. ஷஜு செஸ்சுரியா செஸ்ட் கொல்லங்கோடு 3) அஜின் சூர்யா சூர்யநதி 4) விஜீன் காந்தி பரம் 5) ஆர். ஹரிஷ்குமாஸ் பனங்வினை கொல்லங்கோடு 6) எஸ். மோனிஷ் கொல்லங்கோடு [498,1012,712,1063]
appointment-paragraph: துணை அமைப்பாளர்கள் - 1) எஸ்.பி.புபால முருகன் நந்த குளம், ஆனைக்குளம், விருதுநகர். 2) முகேஷ் கண்ணன் தனையாவாசித்தான், வீரவாமன், விருதுநகர் 3) குருமூர்த்தி கே.கே.மாணிக்கம், நரிக்குடி,விருதுநகர் 4) கிஷோர் குமார் முக்கூர், விருதுநகர். [30,639,251,690]
area-heading: திருவட்டார் பேரூர் [790,362,881,375]
appointment-paragraph: அமைப்பாளர் - செ. ஷாலின் இடைக்கோடு - 629152 [728,823,903,833]
appointment-paragraph: அமைப்பாளர் - ஜெ. ஜெயமோனின் 28-203, கோட்டைகாட்டுவினை பண்ணை மார்த்தாண்டம். [498,884,712,904]
appointment-paragraph: அமைப்பாளர் - நாகலிங்கம், வடக்கு தெரு, புலிக்குறிச்சி, விருதுநகர் மாவட்டம். [30,187,251,207]
